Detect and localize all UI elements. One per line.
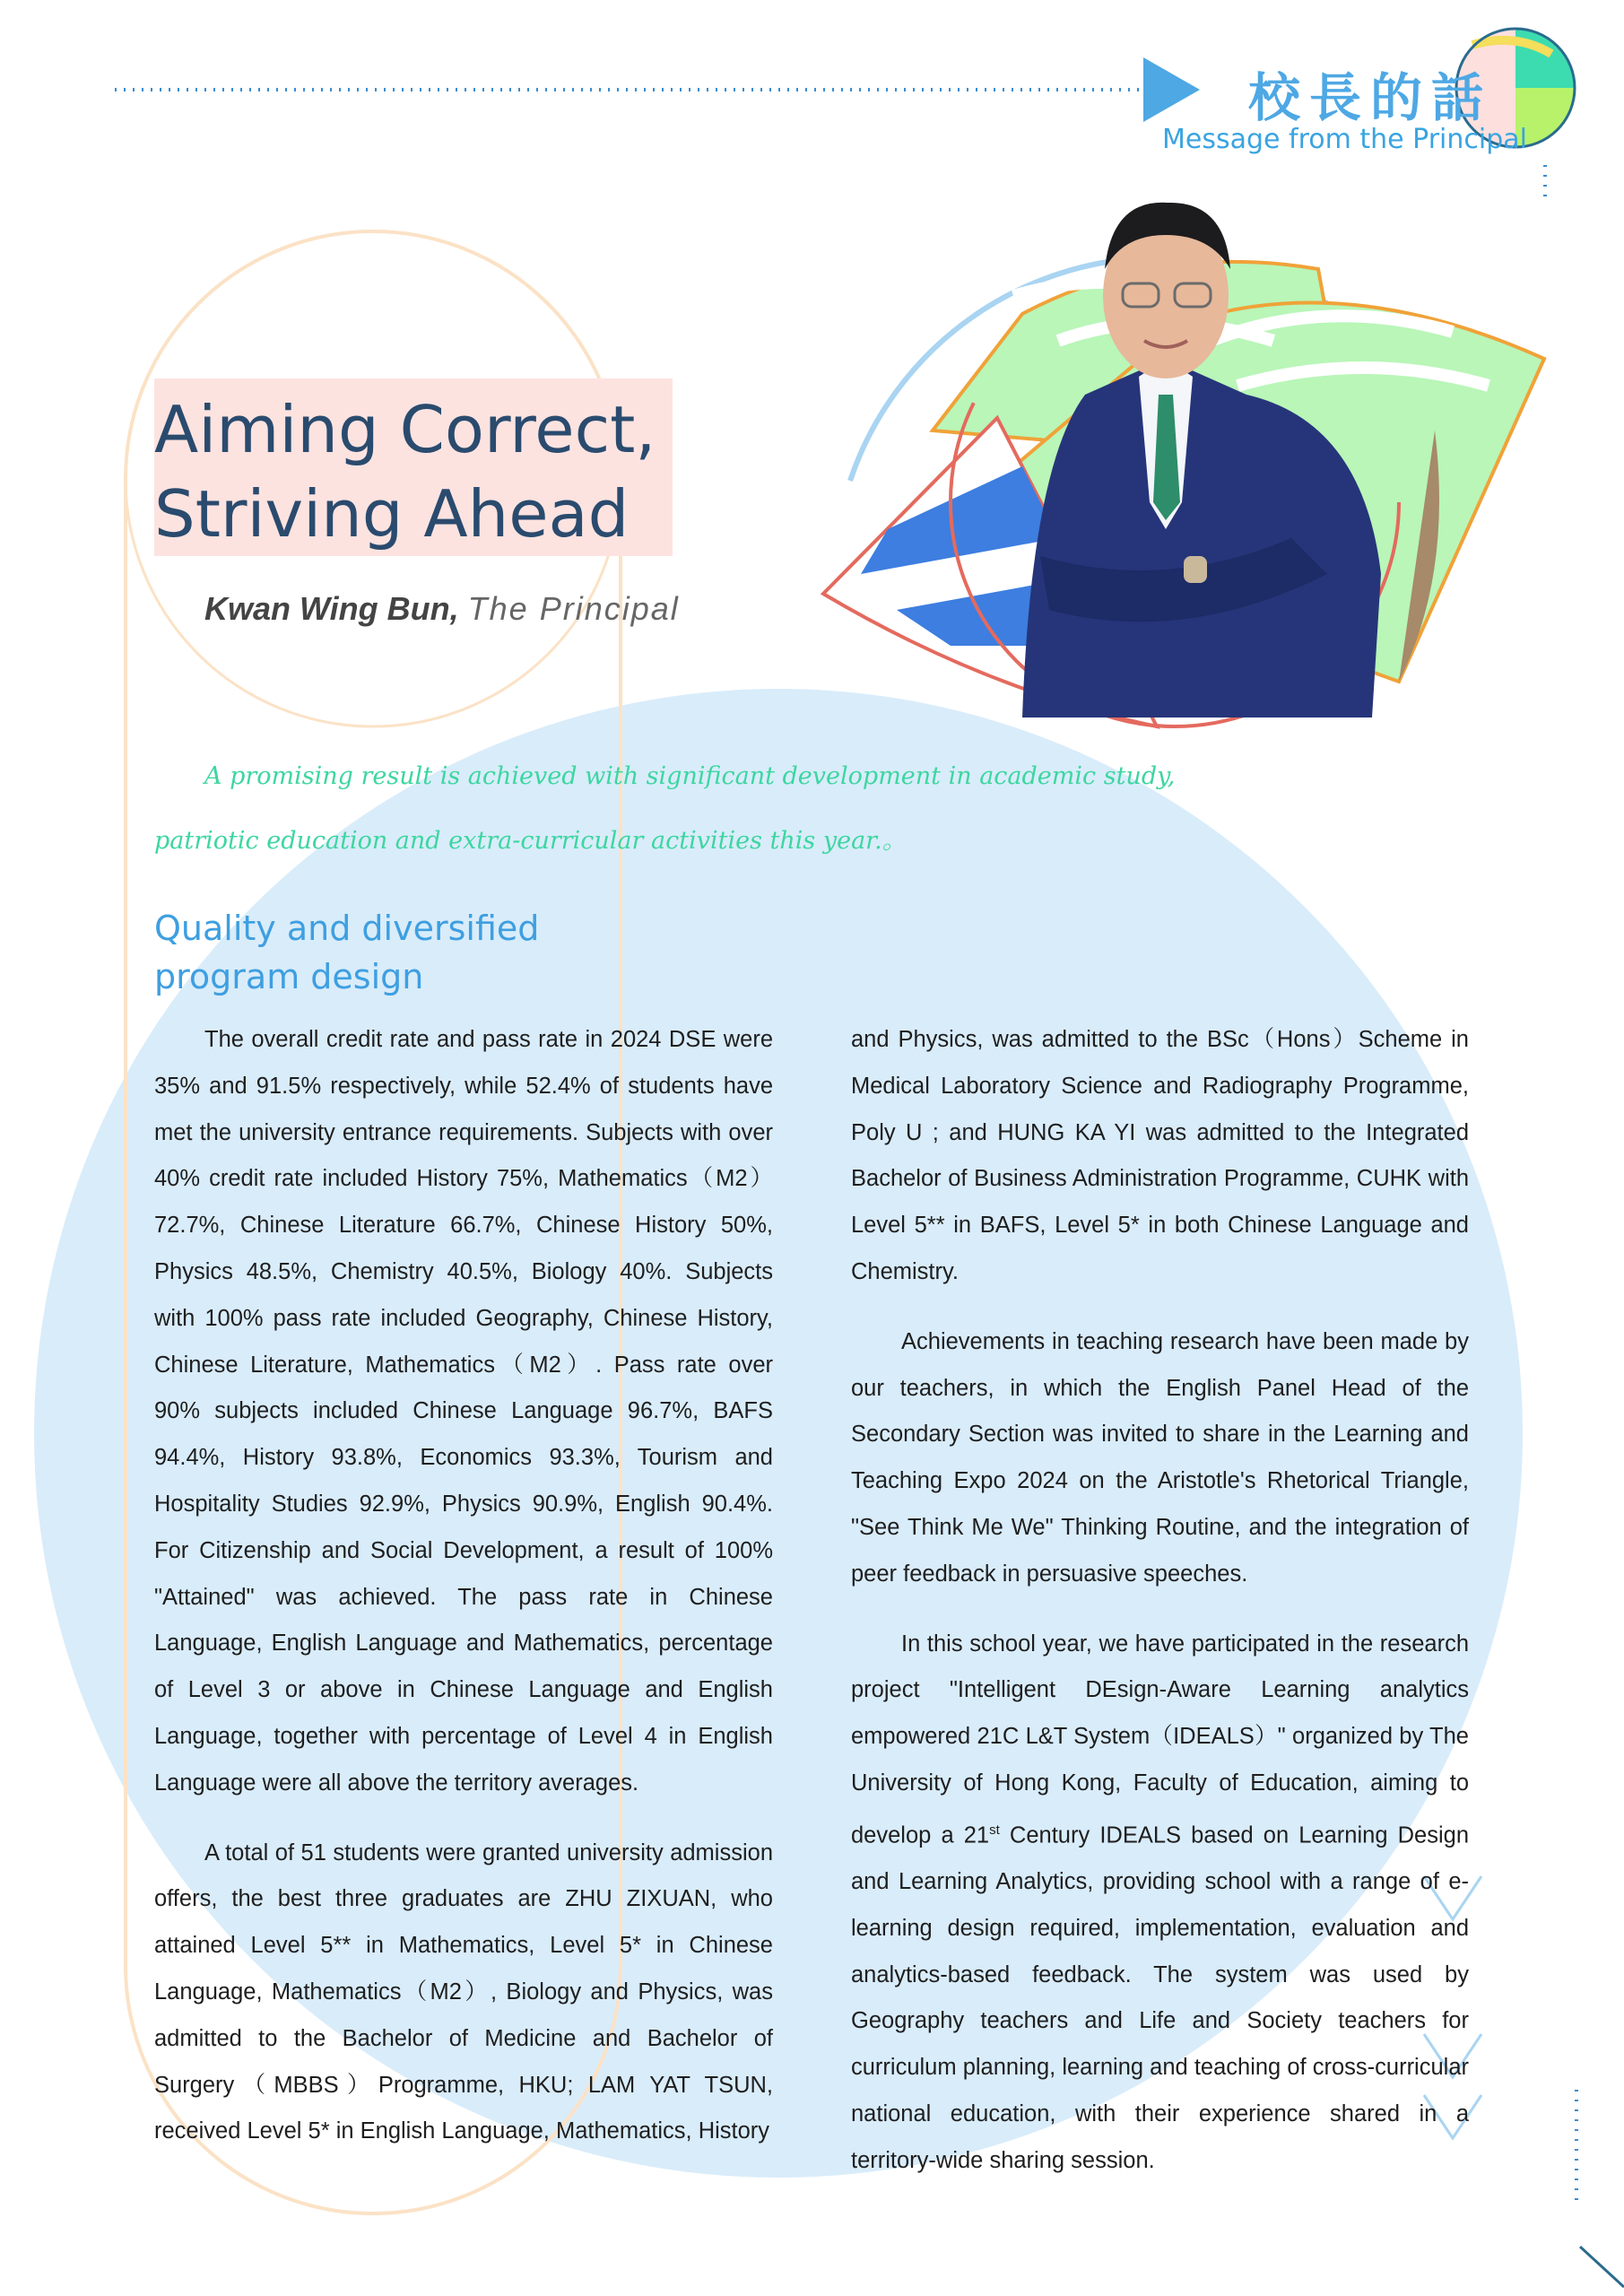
pull-quote: A promising result is achieved with significant development in academic study, patriotic education and extra-curricular activities this year.。	[154, 762, 1176, 855]
principal-portrait	[823, 203, 1544, 726]
title-line-1: Aiming Correct,	[154, 392, 656, 467]
byline	[204, 590, 680, 628]
header-title-chinese: 校長的話	[1248, 67, 1493, 128]
title-line-2: Striving Ahead	[154, 476, 630, 552]
ideals-text-start: In this school year, we have participated in the research project "Intelligent DEsign-Aware Learning analytics empowered 21C L&T System（IDEALS）" organized by The University of Hong Kong, Faculty of Education, aiming to develop a 21	[851, 1631, 1469, 1848]
paragraph-ideals-project	[851, 1622, 1469, 2185]
right-column	[851, 1017, 1469, 2208]
article-title	[154, 387, 728, 556]
play-triangle-icon	[1143, 57, 1200, 122]
section-heading	[154, 904, 656, 1001]
corner-slash	[1580, 2247, 1624, 2287]
paragraph-teaching-research: Achievements in teaching research have been made by our teachers, in which the English Panel Head of the Secondary Section was invited to share in the Learning and Teaching Expo 2024 on the Aristotle's Rhetorical Triangle, "See Think Me We" Thinking Routine, and the integration of peer feedback in persuasive speeches.	[851, 1328, 1469, 1587]
section-heading-line-1: Quality and diversified	[154, 909, 540, 948]
author-role: The Principal	[467, 590, 680, 627]
author-name: Kwan Wing Bun,	[204, 590, 459, 627]
ordinal-suffix: st	[989, 1822, 1000, 1838]
left-column	[154, 1017, 773, 2179]
paragraph-admissions-continued: and Physics, was admitted to the BSc（Hons）Scheme in Medical Laboratory Science and Radiography Programme, Poly U ; and HUNG KA YI was admitted to the Integrated Bachelor of Business Administration Programme, CUHK with Level 5** in BAFS, Level 5* in both Chinese Language and Chemistry.	[851, 1027, 1469, 1284]
header-title-english: Message from the Principal	[1162, 124, 1527, 155]
section-heading-line-2: program design	[154, 957, 424, 996]
ideals-text-end: Century IDEALS based on Learning Design and Learning Analytics, providing school with a range of e-learning design required, implementation, evaluation and analytics-based feedback. The system was used by Geography teachers and Life and Society teachers for curriculum planning, learning and teaching of cross-curricular national education, with their experience shared in a territory-wide sharing session.	[851, 1822, 1469, 2173]
paragraph-admissions: A total of 51 students were granted university admission offers, the best three graduates are ZHU ZIXUAN, who attained Level 5** in Mathematics, Level 5* in Chinese Language, Mathematics（M2）, Biology and Physics, was admitted to the Bachelor of Medicine and Bachelor of Surgery（MBBS）Programme, HKU; LAM YAT TSUN, received Level 5* in English Language, Mathematics, History	[154, 1839, 773, 2144]
paragraph-dse-results: The overall credit rate and pass rate in 2024 DSE were 35% and 91.5% respectively, while 52.4% of students have met the university entrance requirements. Subjects with over 40% credit rate included History 75%, Mathematics（M2）72.7%, Chinese Literature 66.7%, Chinese History 50%, Physics 48.5%, Chemistry 40.5%, Biology 40%. Subjects with 100% pass rate included Geography, Chinese History, Chinese Literature, Mathematics（M2）. Pass rate over 90% subjects included Chinese Language 96.7%, BAFS 94.4%, History 93.8%, Economics 93.3%, Tourism and Hospitality Studies 92.9%, Physics 90.9%, English 90.4%. For Citizenship and Social Development, a result of 100% "Attained" was achieved. The pass rate in Chinese Language, English Language and Mathematics, percentage of Level 3 or above in Chinese Language and English Language, together with percentage of Level 4 in English Language were all above the territory averages.	[154, 1027, 773, 1796]
